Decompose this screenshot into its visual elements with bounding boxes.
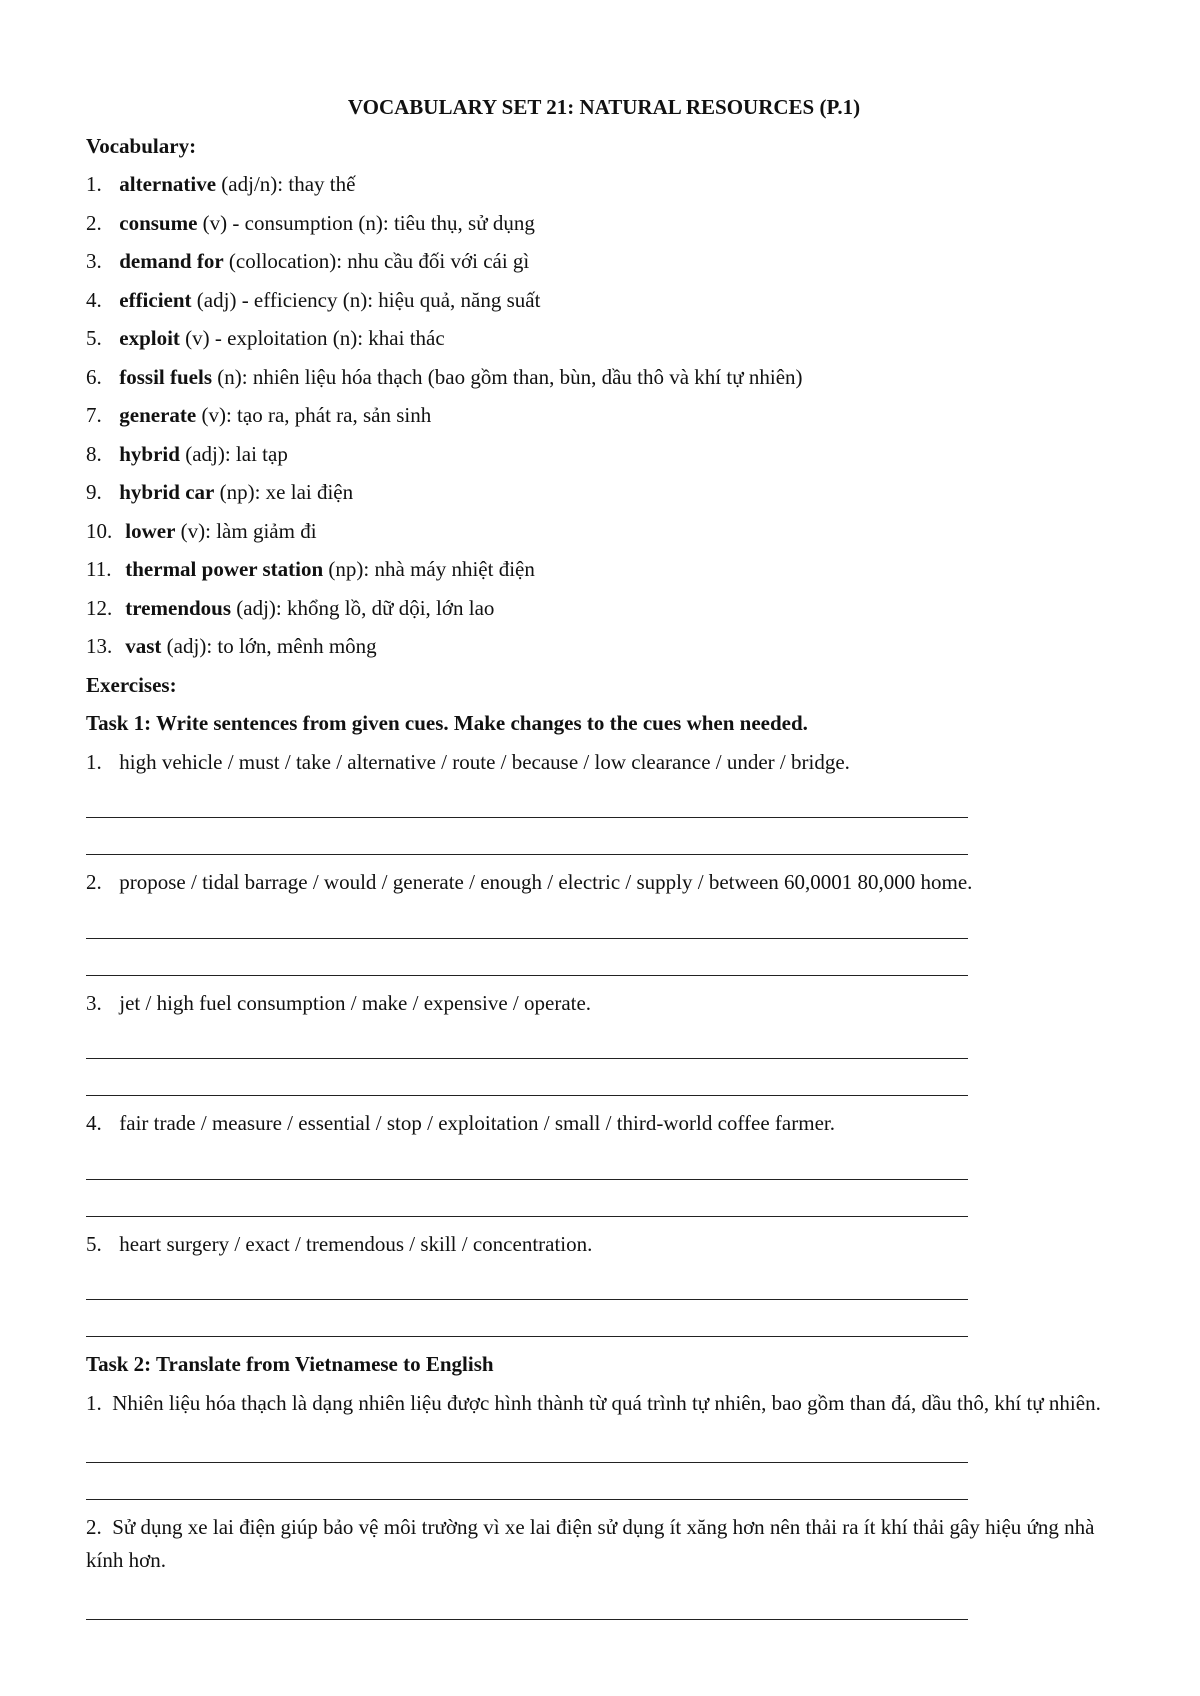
task2-heading: Task 2: Translate from Vietnamese to English	[86, 1352, 494, 1376]
vocab-number: 2.	[86, 210, 102, 235]
vocab-number: 1.	[86, 172, 102, 196]
vocab-item	[86, 473, 1126, 512]
vocab-definition: (np): xe lai điện	[214, 480, 354, 504]
task2-sentence	[86, 1384, 1126, 1426]
vocab-definition: (v): làm giảm đi	[175, 518, 317, 543]
vocab-definition: (n): nhiên liệu hóa thạch (bao gồm than, bùn, dầu thô và khí tự nhiên)	[212, 364, 803, 389]
answer-line[interactable]	[86, 939, 968, 976]
task1-item	[86, 743, 1126, 864]
vocab-item	[86, 281, 1126, 320]
page-title: VOCABULARY SET 21: NATURAL RESOURCES (P.1)	[347, 95, 861, 119]
vocab-definition: (adj/n): thay thế	[216, 172, 356, 196]
vocabulary-list	[86, 165, 1126, 666]
vocab-item	[86, 165, 1126, 204]
task1-heading: Task 1: Write sentences from given cues. Make changes to the cues when needed.	[86, 711, 808, 735]
answer-line[interactable]	[86, 1263, 968, 1300]
answer-line[interactable]	[86, 902, 968, 939]
task1-cue: propose / tidal barrage / would / generate / enough / electric / supply / between 60,0001 80,000 home.	[119, 870, 973, 894]
vocab-number: 6.	[86, 364, 102, 389]
task2-number: 2.	[86, 1514, 102, 1539]
vocab-definition: (v): tạo ra, phát ra, sản sinh	[196, 403, 432, 427]
vocab-number: 9.	[86, 480, 102, 504]
vocab-number: 3.	[86, 249, 102, 273]
vocab-definition: (adj): khổng lồ, dữ dội, lớn lao	[231, 595, 495, 620]
task1-cue: fair trade / measure / essential / stop / exploitation / small / third-world coffee farmer.	[119, 1111, 835, 1135]
vocab-item	[86, 512, 1126, 551]
vocab-item	[86, 589, 1126, 628]
vocab-number: 7.	[86, 403, 102, 427]
task1-number: 5.	[86, 1231, 102, 1256]
vocab-item	[86, 242, 1126, 281]
vocab-definition: (v) - consumption (n): tiêu thụ, sử dụng	[197, 210, 535, 235]
vocab-term: lower	[125, 518, 176, 543]
task2-number: 1.	[86, 1390, 102, 1415]
vocab-item	[86, 319, 1126, 358]
vocab-term: exploit	[119, 326, 180, 350]
vocab-item	[86, 435, 1126, 474]
vocab-number: 8.	[86, 441, 102, 466]
vocab-definition: (np): nhà máy nhiệt điện	[323, 557, 535, 581]
vocab-definition: (collocation): nhu cầu đối với cái gì	[223, 249, 530, 273]
vocab-number: 13.	[86, 634, 113, 658]
vocab-term: thermal power station	[125, 557, 324, 581]
task1-number: 3.	[86, 990, 102, 1015]
answer-line[interactable]	[86, 1059, 968, 1096]
task1-item	[86, 863, 1126, 984]
answer-line[interactable]	[86, 1143, 968, 1180]
answer-line[interactable]	[86, 1583, 968, 1620]
answer-line[interactable]	[86, 1300, 968, 1337]
task2-item	[86, 1508, 1126, 1620]
vocab-item	[86, 358, 1126, 397]
task1-item	[86, 1104, 1126, 1225]
vocab-term: demand for	[119, 249, 224, 273]
answer-line[interactable]	[86, 781, 968, 818]
vocab-term: efficient	[119, 287, 192, 312]
exercises-heading: Exercises:	[86, 672, 177, 697]
task2-text: Sử dụng xe lai điện giúp bảo vệ môi trường vì xe lai điện sử dụng ít xăng hơn nên thải ra ít khí thải gây hiệu ứng nhà kính hơn.	[86, 1514, 1095, 1572]
answer-line[interactable]	[86, 1022, 968, 1059]
vocab-term: hybrid	[119, 441, 180, 466]
task2-sentence	[86, 1508, 1126, 1583]
task1-number: 4.	[86, 1111, 102, 1135]
vocab-number: 10.	[86, 518, 113, 543]
vocab-item	[86, 396, 1126, 435]
vocab-item	[86, 550, 1126, 589]
task1-cue: jet / high fuel consumption / make / expensive / operate.	[119, 990, 592, 1015]
task1-cue: heart surgery / exact / tremendous / skill / concentration.	[119, 1231, 593, 1256]
answer-line[interactable]	[86, 1463, 968, 1500]
vocab-number: 12.	[86, 595, 113, 620]
vocab-term: fossil fuels	[119, 364, 213, 389]
vocab-term: hybrid car	[119, 480, 215, 504]
vocab-term: generate	[119, 403, 197, 427]
answer-line[interactable]	[86, 1180, 968, 1217]
vocab-definition: (adj) - efficiency (n): hiệu quả, năng suất	[191, 287, 541, 312]
vocab-term: alternative	[119, 172, 217, 196]
task1-item	[86, 984, 1126, 1105]
vocab-definition: (v) - exploitation (n): khai thác	[179, 326, 445, 350]
task1-item	[86, 1225, 1126, 1346]
vocab-number: 5.	[86, 326, 102, 350]
answer-line[interactable]	[86, 1426, 968, 1463]
vocabulary-heading: Vocabulary:	[86, 133, 197, 158]
task2-text: Nhiên liệu hóa thạch là dạng nhiên liệu được hình thành từ quá trình tự nhiên, bao gồm than đá, dầu thô, khí tự nhiên.	[112, 1390, 1101, 1415]
task1-number: 2.	[86, 870, 102, 894]
task2-item	[86, 1384, 1126, 1508]
vocab-number: 11.	[86, 557, 112, 581]
task1-number: 1.	[86, 749, 102, 774]
vocab-term: tremendous	[125, 595, 232, 620]
vocab-term: consume	[119, 210, 198, 235]
vocab-item	[86, 204, 1126, 243]
vocab-item	[86, 627, 1126, 666]
vocab-term: vast	[125, 634, 162, 658]
vocab-definition: (adj): lai tạp	[179, 441, 288, 466]
task1-cue: high vehicle / must / take / alternative / route / because / low clearance / under / bridge.	[119, 749, 850, 774]
vocab-number: 4.	[86, 287, 102, 312]
worksheet-page	[86, 88, 1126, 1620]
answer-line[interactable]	[86, 818, 968, 855]
vocab-definition: (adj): to lớn, mênh mông	[161, 634, 377, 658]
